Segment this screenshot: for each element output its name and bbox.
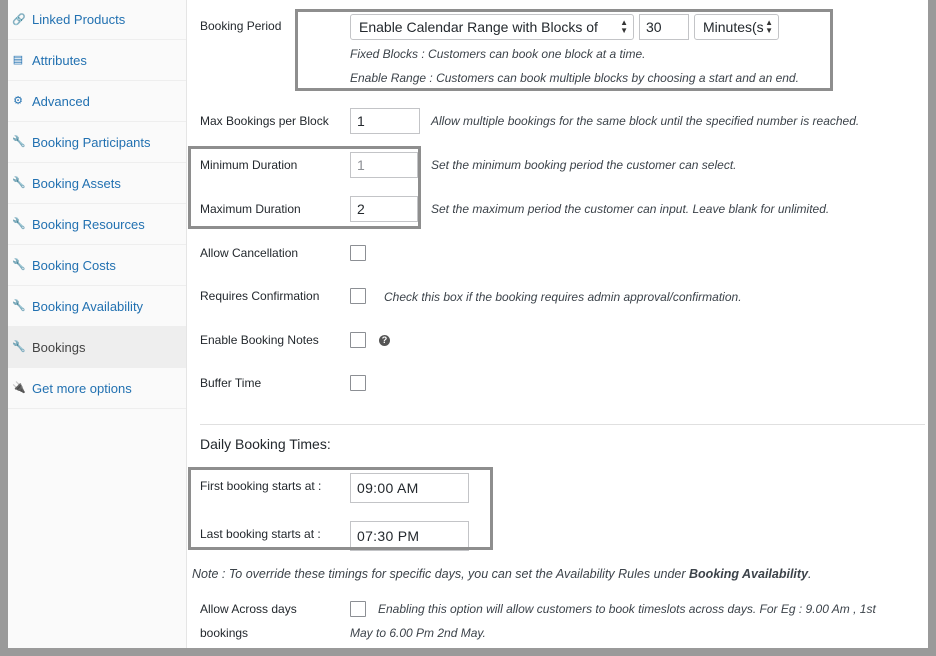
requires-confirmation-label: Requires Confirmation	[200, 289, 320, 303]
sidebar-item-booking-costs[interactable]	[8, 245, 186, 286]
help-icon[interactable]: ?	[379, 335, 390, 346]
booking-period-highlight	[295, 9, 833, 91]
enable-range-description: Enable Range : Customers can book multiple blocks by choosing a start and an end.	[350, 71, 799, 85]
gear-icon: ⚙	[13, 95, 23, 107]
sidebar-item-booking-participants[interactable]	[8, 122, 186, 163]
across-days-label-line1: Allow Across days	[200, 602, 297, 616]
fixed-blocks-description: Fixed Blocks : Customers can book one block at a time.	[350, 47, 646, 61]
allow-cancellation-label: Allow Cancellation	[200, 246, 299, 260]
select-arrows-icon: ▲ ▼	[620, 18, 628, 35]
booking-period-label: Booking Period	[200, 19, 282, 33]
max-duration-description: Set the maximum period the customer can input. Leave blank for unlimited.	[431, 202, 830, 216]
sidebar-item-label: Booking Costs	[32, 257, 116, 273]
booking-period-select-value: Enable Calendar Range with Blocks of	[359, 19, 598, 35]
select-arrows-icon: ▲ ▼	[765, 18, 773, 35]
sidebar-item-label: Booking Availability	[32, 298, 144, 314]
max-duration-label: Maximum Duration	[200, 202, 301, 216]
wrench-icon: 🔧	[12, 136, 26, 148]
sidebar-item-label: Linked Products	[32, 12, 126, 27]
sidebar-item-booking-resources[interactable]	[8, 204, 186, 245]
min-duration-input[interactable]: 1	[350, 152, 418, 178]
wrench-icon: 🔧	[12, 218, 26, 230]
wrench-icon: 🔧	[12, 177, 26, 189]
sidebar-item-attributes[interactable]	[8, 40, 186, 81]
sidebar-item-booking-assets[interactable]	[8, 163, 186, 204]
max-bookings-label: Max Bookings per Block	[200, 114, 329, 128]
first-booking-time-input[interactable]: 09:00 AM	[350, 473, 469, 503]
sidebar-item-bookings[interactable]	[8, 327, 186, 368]
sidebar-item-linked-products[interactable]	[8, 0, 186, 40]
across-days-checkbox[interactable]	[350, 601, 366, 617]
duration-highlight	[188, 146, 421, 229]
buffer-time-label: Buffer Time	[200, 376, 262, 390]
wrench-icon: 🔧	[12, 300, 26, 312]
bookings-panel	[188, 0, 928, 656]
sidebar-item-label: Bookings	[32, 339, 86, 355]
list-icon: ▤	[12, 54, 24, 66]
block-unit-select-value: Minutes(s	[703, 19, 764, 35]
across-days-description-line1: Enabling this option will allow customers to book timeslots across days. For Eg : 9.00 Am , 1st	[378, 602, 876, 616]
requires-confirmation-description: Check this box if the booking requires admin approval/confirmation.	[384, 290, 742, 304]
availability-note	[192, 567, 812, 581]
wrench-icon: 🔧	[12, 259, 26, 271]
min-duration-description: Set the minimum booking period the customer can select.	[431, 158, 737, 172]
sidebar-item-get-more-options[interactable]	[8, 368, 186, 409]
block-length-input[interactable]: 30	[639, 14, 689, 40]
booking-notes-checkbox[interactable]	[350, 332, 366, 348]
last-booking-label: Last booking starts at :	[200, 527, 321, 541]
sidebar-item-label: Booking Assets	[32, 175, 121, 191]
note-bold-text: Booking Availability	[689, 567, 809, 581]
daily-times-highlight	[188, 467, 493, 550]
note-suffix: .	[808, 567, 812, 581]
max-duration-input[interactable]: 2	[350, 196, 418, 222]
note-text: Note : To override these timings for specific days, you can set the Availability Rules under	[192, 567, 690, 581]
product-data-tabs	[8, 0, 187, 656]
sidebar-item-label: Advanced	[32, 93, 90, 109]
daily-booking-times-heading: Daily Booking Times:	[200, 436, 331, 452]
max-bookings-input[interactable]: 1	[350, 108, 420, 134]
allow-cancellation-checkbox[interactable]	[350, 245, 366, 261]
booking-notes-label: Enable Booking Notes	[200, 333, 319, 347]
sidebar-item-label: Booking Participants	[32, 134, 151, 150]
max-bookings-description: Allow multiple bookings for the same block until the specified number is reached.	[431, 114, 860, 128]
across-days-description-line2: May to 6.00 Pm 2nd May.	[350, 626, 486, 640]
sidebar-item-booking-availability[interactable]	[8, 286, 186, 327]
sidebar-item-advanced[interactable]	[8, 81, 186, 122]
min-duration-label: Minimum Duration	[200, 158, 298, 172]
wrench-icon: 🔧	[12, 341, 26, 353]
across-days-label-line2: bookings	[200, 626, 249, 640]
last-booking-time-input[interactable]: 07:30 PM	[350, 521, 469, 551]
buffer-time-checkbox[interactable]	[350, 375, 366, 391]
sidebar-item-label: Attributes	[32, 52, 87, 68]
first-booking-label: First booking starts at :	[200, 479, 322, 493]
link-icon: 🔗	[12, 13, 26, 26]
plug-icon: 🔌	[12, 382, 26, 394]
sidebar-item-label: Get more options	[32, 380, 132, 396]
section-divider	[200, 424, 925, 425]
requires-confirmation-checkbox[interactable]	[350, 288, 366, 304]
sidebar-item-label: Booking Resources	[32, 216, 145, 232]
